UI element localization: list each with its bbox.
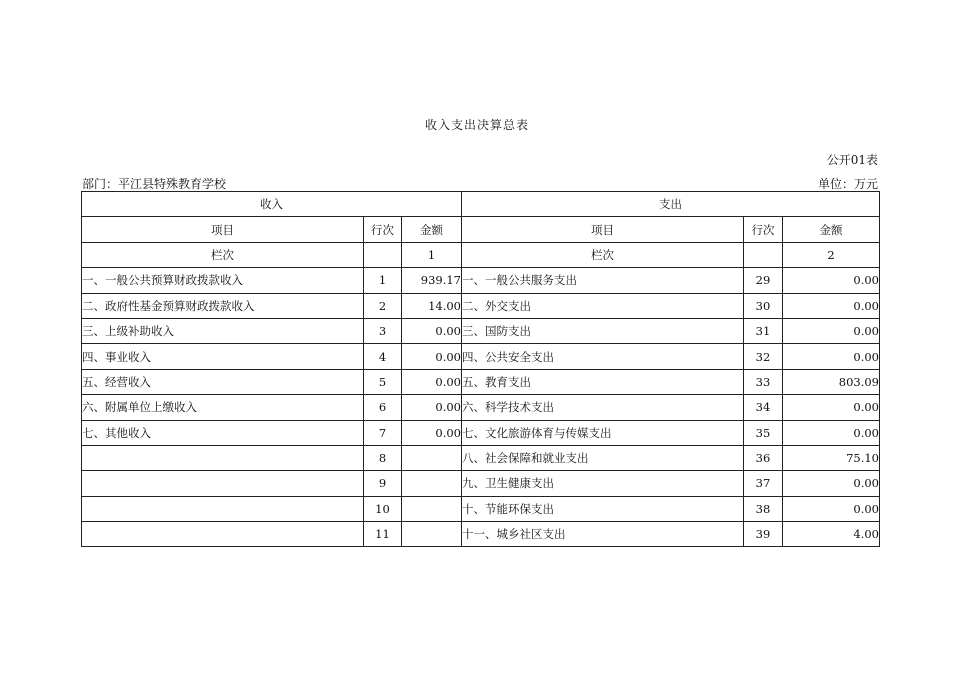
- income-line-cell: 1: [364, 268, 402, 293]
- table-row: [82, 318, 880, 343]
- expense-amount-cell: 0.00: [783, 293, 880, 318]
- header-row-sections: [82, 192, 880, 217]
- table-row: [82, 420, 880, 445]
- expense-amount-cell: 4.00: [783, 522, 880, 547]
- expense-item-cell: 三、国防支出: [462, 318, 744, 343]
- income-item-cell: 四、事业收入: [82, 344, 364, 369]
- income-item-header: 项目: [82, 217, 364, 242]
- expense-item-cell: 八、社会保障和就业支出: [462, 445, 744, 470]
- income-item-cell: 一、一般公共预算财政拨款收入: [82, 268, 364, 293]
- expense-line-cell: 31: [744, 318, 783, 343]
- income-item-cell: [82, 445, 364, 470]
- expense-line-cell: 37: [744, 471, 783, 496]
- table-row: [82, 268, 880, 293]
- table-row: [82, 496, 880, 521]
- income-amount-cell: [402, 471, 462, 496]
- expense-item-cell: 九、卫生健康支出: [462, 471, 744, 496]
- income-line-cell: 10: [364, 496, 402, 521]
- expense-item-header: 项目: [462, 217, 744, 242]
- expense-line-cell: 39: [744, 522, 783, 547]
- income-amount-cell: [402, 445, 462, 470]
- table-row: [82, 395, 880, 420]
- income-item-cell: 三、上级补助收入: [82, 318, 364, 343]
- header-row-column-numbers: [82, 242, 880, 267]
- income-amount-cell: 14.00: [402, 293, 462, 318]
- income-line-cell: 6: [364, 395, 402, 420]
- expense-column-number: 2: [783, 242, 880, 267]
- income-amount-cell: 939.17: [402, 268, 462, 293]
- table-row: [82, 445, 880, 470]
- expense-amount-cell: 803.09: [783, 369, 880, 394]
- expense-amount-cell: 75.10: [783, 445, 880, 470]
- income-line-header: 行次: [364, 217, 402, 242]
- income-amount-header: 金额: [402, 217, 462, 242]
- expense-amount-cell: 0.00: [783, 318, 880, 343]
- income-item-cell: 六、附属单位上缴收入: [82, 395, 364, 420]
- income-line-cell: 8: [364, 445, 402, 470]
- expense-section-header: 支出: [462, 192, 880, 217]
- expense-line-cell: 34: [744, 395, 783, 420]
- income-amount-cell: [402, 496, 462, 521]
- income-amount-cell: 0.00: [402, 318, 462, 343]
- form-number: 公开01表: [826, 153, 878, 167]
- income-amount-cell: [402, 522, 462, 547]
- table-row: [82, 522, 880, 547]
- income-column-label: 栏次: [82, 242, 364, 267]
- expense-line-cell: 33: [744, 369, 783, 394]
- expense-amount-cell: 0.00: [783, 420, 880, 445]
- expense-amount-cell: 0.00: [783, 344, 880, 369]
- budget-table: [81, 191, 880, 547]
- income-line-blank: [364, 242, 402, 267]
- expense-line-cell: 36: [744, 445, 783, 470]
- expense-amount-cell: 0.00: [783, 471, 880, 496]
- expense-column-label: 栏次: [462, 242, 744, 267]
- table-row: [82, 471, 880, 496]
- income-line-cell: 7: [364, 420, 402, 445]
- income-amount-cell: 0.00: [402, 395, 462, 420]
- income-amount-cell: 0.00: [402, 420, 462, 445]
- expense-amount-cell: 0.00: [783, 496, 880, 521]
- expense-line-header: 行次: [744, 217, 783, 242]
- expense-item-cell: 二、外交支出: [462, 293, 744, 318]
- unit-label: 单位：万元: [817, 177, 878, 191]
- income-item-cell: [82, 496, 364, 521]
- income-amount-cell: 0.00: [402, 344, 462, 369]
- expense-item-cell: 十一、城乡社区支出: [462, 522, 744, 547]
- header-row-columns: [82, 217, 880, 242]
- expense-item-cell: 六、科学技术支出: [462, 395, 744, 420]
- income-line-cell: 3: [364, 318, 402, 343]
- expense-item-cell: 四、公共安全支出: [462, 344, 744, 369]
- expense-line-blank: [744, 242, 783, 267]
- income-item-cell: [82, 471, 364, 496]
- expense-line-cell: 35: [744, 420, 783, 445]
- expense-item-cell: 十、节能环保支出: [462, 496, 744, 521]
- expense-item-cell: 一、一般公共服务支出: [462, 268, 744, 293]
- expense-amount-cell: 0.00: [783, 395, 880, 420]
- expense-amount-cell: 0.00: [783, 268, 880, 293]
- expense-amount-header: 金额: [783, 217, 880, 242]
- page-title: 收入支出决算总表: [424, 118, 529, 132]
- income-line-cell: 5: [364, 369, 402, 394]
- table-row: [82, 344, 880, 369]
- expense-line-cell: 30: [744, 293, 783, 318]
- income-item-cell: 五、经营收入: [82, 369, 364, 394]
- income-line-cell: 9: [364, 471, 402, 496]
- income-line-cell: 11: [364, 522, 402, 547]
- income-line-cell: 4: [364, 344, 402, 369]
- department-label: 部门：平江县特殊教育学校: [82, 177, 227, 191]
- income-line-cell: 2: [364, 293, 402, 318]
- expense-item-cell: 五、教育支出: [462, 369, 744, 394]
- income-item-cell: [82, 522, 364, 547]
- expense-line-cell: 38: [744, 496, 783, 521]
- income-item-cell: 七、其他收入: [82, 420, 364, 445]
- table-row: [82, 293, 880, 318]
- income-section-header: 收入: [82, 192, 462, 217]
- expense-item-cell: 七、文化旅游体育与传媒支出: [462, 420, 744, 445]
- income-column-number: 1: [402, 242, 462, 267]
- income-amount-cell: 0.00: [402, 369, 462, 394]
- expense-line-cell: 29: [744, 268, 783, 293]
- expense-line-cell: 32: [744, 344, 783, 369]
- income-item-cell: 二、政府性基金预算财政拨款收入: [82, 293, 364, 318]
- table-row: [82, 369, 880, 394]
